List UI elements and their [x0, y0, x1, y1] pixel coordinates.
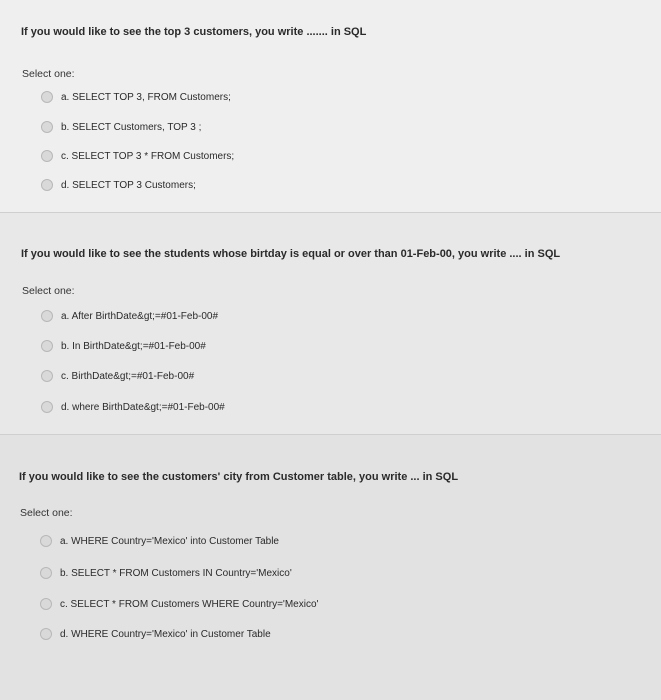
option-label: a. SELECT TOP 3, FROM Customers;	[61, 91, 231, 103]
radio-button[interactable]	[41, 91, 53, 103]
option-label: c. SELECT TOP 3 * FROM Customers;	[61, 150, 235, 162]
radio-button[interactable]	[41, 401, 53, 413]
radio-button[interactable]	[41, 179, 53, 191]
radio-button[interactable]	[40, 567, 52, 579]
question-2-panel	[0, 213, 661, 435]
question-1-prompt: Select one:	[22, 68, 75, 80]
option-label: d. where BirthDate&gt;=#01-Feb-00#	[61, 401, 225, 413]
question-2-prompt: Select one:	[22, 285, 75, 297]
option-label: c. SELECT * FROM Customers WHERE Country='Mexico'	[60, 598, 319, 610]
radio-button[interactable]	[41, 310, 53, 322]
option-label: d. WHERE Country='Mexico' in Customer Table	[60, 628, 271, 640]
option-label: d. SELECT TOP 3 Customers;	[61, 179, 196, 191]
radio-button[interactable]	[40, 535, 52, 547]
option-label: b. SELECT Customers, TOP 3 ;	[61, 121, 202, 133]
question-1-option-b[interactable]	[41, 121, 201, 133]
radio-button[interactable]	[40, 628, 52, 640]
question-3-option-a[interactable]	[40, 535, 279, 547]
question-1-option-a[interactable]	[41, 91, 231, 103]
radio-button[interactable]	[41, 150, 53, 162]
question-3-option-b[interactable]	[40, 567, 292, 579]
option-label: a. WHERE Country='Mexico' into Customer Table	[60, 535, 279, 547]
question-3-prompt: Select one:	[20, 507, 73, 519]
question-3-panel	[0, 435, 661, 700]
question-3-option-c[interactable]	[40, 598, 318, 610]
question-1-option-d[interactable]	[41, 179, 196, 191]
question-1-panel	[0, 0, 661, 213]
question-2-option-a[interactable]	[41, 310, 218, 322]
question-3-option-d[interactable]	[40, 628, 271, 640]
option-label: b. SELECT * FROM Customers IN Country='Mexico'	[60, 567, 292, 579]
question-1-text: If you would like to see the top 3 customers, you write ....... in SQL	[21, 26, 367, 38]
radio-button[interactable]	[41, 370, 53, 382]
option-label: b. In BirthDate&gt;=#01-Feb-00#	[61, 340, 206, 352]
radio-button[interactable]	[41, 121, 53, 133]
question-2-option-c[interactable]	[41, 370, 194, 382]
question-2-option-d[interactable]	[41, 401, 225, 413]
option-label: a. After BirthDate&gt;=#01-Feb-00#	[61, 310, 219, 322]
option-label: c. BirthDate&gt;=#01-Feb-00#	[61, 370, 195, 382]
question-1-option-c[interactable]	[41, 150, 234, 162]
radio-button[interactable]	[40, 598, 52, 610]
radio-button[interactable]	[41, 340, 53, 352]
question-2-text: If you would like to see the students whose birtday is equal or over than 01-Feb-00, you write .... in SQL	[21, 248, 561, 260]
question-3-text: If you would like to see the customers' city from Customer table, you write ... in SQL	[19, 471, 459, 483]
question-2-option-b[interactable]	[41, 340, 206, 352]
